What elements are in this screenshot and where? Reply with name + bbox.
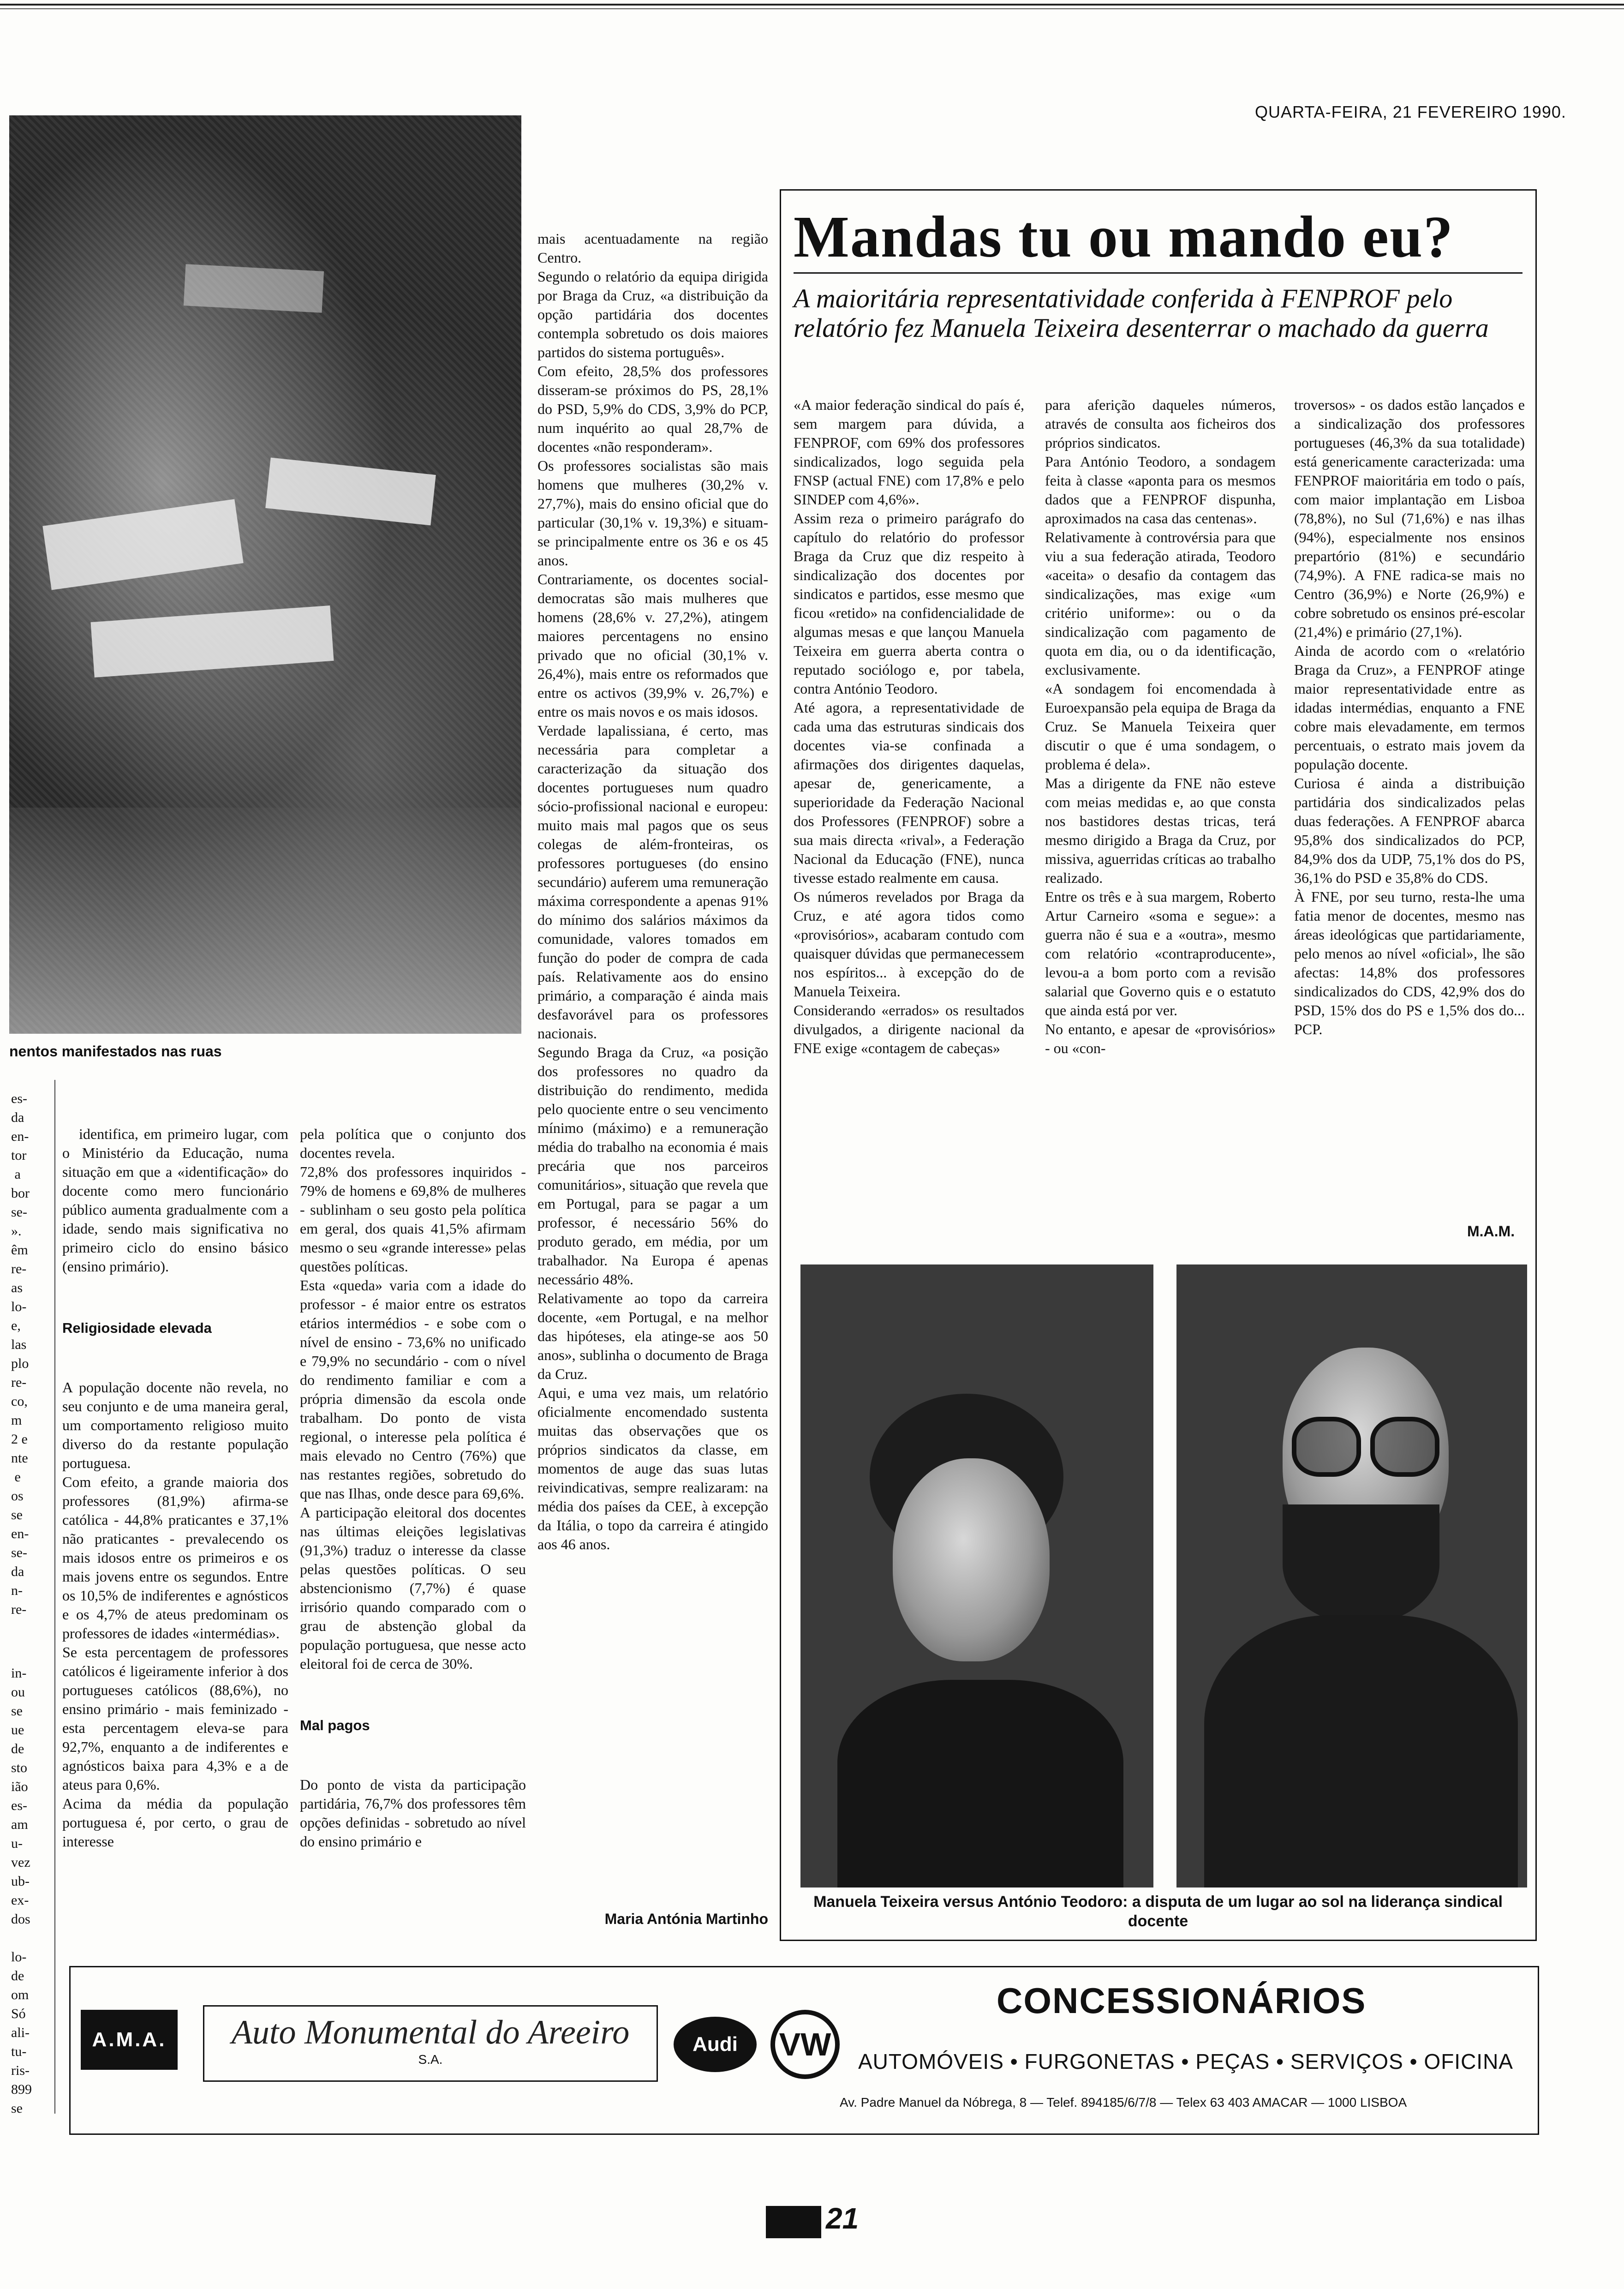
audi-logo: Audi	[674, 2017, 757, 2072]
top-rule-secondary	[0, 8, 1624, 9]
boxed-column-3	[1294, 358, 1525, 1058]
vw-logo: VW	[770, 2010, 840, 2079]
dealer-name: Auto Monumental do Areeiro	[231, 2013, 630, 2051]
boxed-col1-text: «A maior federação sindical do país é, sem margem para dúvida, a FENPROF, com 69% dos professores sindicalizados, logo seguida pela FNSP (actual FNE) com 17,8% e pelo SINDEP com 4,6%». Assim reza o primeiro parágrafo do capítulo do relatório do professor Braga da Cruz que diz respeito à sindicalização dos docentes por sindicatos e partidos, esse mesmo que ficou «retido» na confidencialidade de algumas mesas e que lançou Manuela Teixeira em guerra aberta contra o reputado sociólogo e, por tabela, contra António Teodoro. Até agora, a representatividade de cada uma das estruturas sindicais dos docentes via-se confinada a afirmações dos dirigentes daquelas, apesar de, genericamente, a superioridade da Federação Nacional dos Professores (FENPROF) sobre a sua mais directa «rival», a Federação Nacional da Educação (FNE), nunca tivesse estado realmente em causa. Os números revelados por Braga da Cruz, e até agora tidos como «provisórios», acabaram contudo com quaisquer dúvidas que permanecessem nos espíritos... à excepção do de Manuela Teixeira. Considerando «errados» os resultados divulgados, a dirigente nacional da FNE exige «contagem de cabeças»	[794, 396, 1024, 1056]
boxed-article-signoff: M.A.M.	[1467, 1223, 1515, 1240]
ad-services: AUTOMÓVEIS • FURGONETAS • PEÇAS • SERVIÇOS • OFICINA	[858, 2049, 1513, 2073]
boxed-column-1	[794, 358, 1024, 1077]
clipped-edge-column-upper: es- da en- tor a bor se- ». êm re- as lo- e, las plo re- co, m 2 e nte e os se en- se- da n- re-	[11, 1091, 30, 1617]
protest-photo-caption: nentos manifestados nas ruas	[9, 1043, 222, 1060]
page-number-marker	[766, 2206, 821, 2238]
article-col2-text: pela política que o conjunto dos docentes revela. 72,8% dos professores inquiridos - 79% de homens e 69,8% de mulheres - sublinham o seu gosto pela política em geral, dos quais 41,5% afirmam mesmo o seu «grande interesse» pelas questões políticas. Esta «queda» varia com a idade do professor - é maior entre os estratos etários intermédios - e sobe com o nível de ensino - 73,6% no unificado e 79,9% no secundário - com o nível do rendimento familiar e com a própria dimensão da escola onde trabalham. Do ponto de vista regional, o interesse pela política é mais elevado no Centro (76%) que nas restantes regiões, sobretudo do que nas Ilhas, onde desce para 69,6%. A participação eleitoral dos docentes nas últimas eleições legislativas (91,3%) traduz o interesse da classe pelas questões políticas. O seu abstencionismo (7,7%) é quase irrisório quando comparado com o grau de abstenção global da população portuguesa, que nesse acto eleitoral foi de cerca de 30%.	[300, 1126, 526, 1672]
article-col2-text-b: Do ponto de vista da participação partidária, 76,7% dos professores têm opções definidas - sobretudo ao nível do ensino primário e	[300, 1776, 530, 1850]
top-rule	[0, 4, 1624, 6]
portrait-manuela-teixeira	[800, 1264, 1153, 1888]
portrait-antonio-teodoro	[1176, 1264, 1527, 1888]
article-col1-text-a: identifica, em primeiro lugar, com o Ministério da Educação, numa situação em que a «identificação» do docente como mero funcionário público aumenta gradualmente com a idade, sendo mais significativa no primeiro ciclo do ensino básico (ensino primário).	[62, 1126, 292, 1275]
article-column-1	[62, 1087, 292, 1870]
dealer-name-plate	[203, 2005, 658, 2082]
page-number: 21	[826, 2202, 859, 2235]
subheading-religiosidade: Religiosidade elevada	[62, 1320, 212, 1336]
article-column-3	[537, 192, 768, 1573]
article-byline: Maria Antónia Martinho	[604, 1911, 768, 1927]
dealer-suffix: S.A.	[418, 2052, 443, 2067]
ad-address: Av. Padre Manuel da Nóbrega, 8 — Telef. 894185/6/7/8 — Telex 63 403 AMACAR — 1000 LISBOA	[840, 2095, 1407, 2109]
protest-photo	[9, 115, 521, 1034]
subheading-mal-pagos: Mal pagos	[300, 1717, 370, 1733]
column-rule	[54, 1080, 55, 2114]
title-rule	[794, 272, 1522, 274]
article-column-2	[300, 1087, 530, 1870]
issue-date: QUARTA-FEIRA, 21 FEVEREIRO 1990.	[1255, 102, 1566, 121]
article-col3-text: mais acentuadamente na região Centro. Segundo o relatório da equipa dirigida por Braga da Cruz, «a distribuição da opção partidária dos docentes contempla sobretudo os dois maiores partidos do sistema português». Com efeito, 28,5% dos professores disseram-se próximos do PS, 28,1% do PSD, 5,9% do CDS, 3,9% do PCP, num inquérito ao qual 28,7% de docentes «não responderam». Os professores socialistas são mais homens que mulheres (30,2% v. 27,7%), mais do ensino oficial que do particular (30,1% v. 19,3%) e situam-se principalmente entre os 36 e os 45 anos. Contrariamente, os docentes social-democratas são mais mulheres que homens (28,6% v. 27,2%), atingem maiores percentagens no ensino privado que no oficial (30,1% v. 26,4%), mais entre os reformados que entre os activos (39,9% v. 26,7%) e entre os mais novos e os mais idosos. Verdade lapalissiana, é certo, mas necessária para completar a caracterização da situação dos docentes portugueses num quadro sócio-profissional nacional e europeu: muito mais mal pagos que os seus colegas de além-fronteiras, os professores portugueses (do ensino secundário) auferem uma remuneração máxima correspondente a apenas 91% do mínimo dos salários máximos da comunidade, valores tomados em função do poder de compra de cada país. Relativamente aos do ensino primário, a comparação é ainda mais desfavorável para os professores nacionais. Segundo Braga da Cruz, «a posição dos professores no quadro da distribuição do rendimento, medida pelo quociente entre o seu vencimento mínimo (máximo) e a remuneração média do trabalho na economia é mais precária que nos parceiros comunitários», situação que revela que em Portugal, para se pagar a um professor, é necessário 56% do produto gerado, em média, por um trabalhador. Na Europa é apenas necessário 48%. Relativamente ao topo da carreira docente, «em Portugal, e na melhor das hipóteses, ela atinge-se aos 50 anos», sublinha o documento de Braga da Cruz. Aqui, e uma vez mais, um relatório oficialmente encomendado sustenta muitas das observações que os próprios sindicatos da classe, em momentos de auge das suas lutas reivindicativas, sempre realizaram: na média dos países da CEE, à excepção da Itália, o topo da carreira é atingido aos 46 anos.	[537, 230, 768, 1552]
ama-logo: A.M.A.	[81, 2010, 178, 2070]
boxed-col2-text: para aferição daqueles números, através de consulta aos ficheiros dos próprios sindicatos. Para António Teodoro, a sondagem feita à classe «aponta para os mesmos dados que a FENPROF dispunha, aproximados na casa das centenas». Relativamente à controvérsia para que viu a sua federação atirada, Teodoro «aceita» o desafio da contagem das sindicalizações, mas exige «um critério uniforme»: ou o da sindicalização com pagamento de quota em dia, ou o da identificação, exclusivamente. «A sondagem foi encomendada à Euroexpansão pela equipa de Braga da Cruz. Se Manuela Teixeira quer discutir o que é uma sondagem, o problema é dela». Mas a dirigente da FNE não esteve com meias medidas e, ao que consta nos bastidores destas tricas, terá mesmo dirigido a Braga da Cruz, por missiva, aguerridas críticas ao trabalho realizado. Entre os três e à sua margem, Roberto Artur Carneiro «soma e segue»: a guerra não é sua e a «outra», mesmo com relatório «contraproducente», levou-a a bom porto com a revisão salarial que Governo quis e o estatuto que ainda está por ver. No entanto, e apesar de «provisórios» - ou «con-	[1045, 396, 1276, 1056]
boxed-col3-text: troversos» - os dados estão lançados e a sindicalização dos professores portugueses (46,3% da sua totalidade) está genericamente caracterizada: uma FENPROF maioritária em todo o país, com maior implantação em Lisboa (78,8%), no Sul (71,6%) e nas ilhas (94%), especialmente nos ensinos prepartório (81%) e secundário (74,9%). A FNE radica-se mais no Centro (36,9%) e Norte (26,9%) e cobre sobretudo os ensinos pré-escolar (21,4%) e primário (27,1%). Ainda de acordo com o «relatório Braga da Cruz», a FENPROF atinge maior representatividade entre as idadas intermédias, enquanto a FNE cobre mais elevadamente, em termos percentuais, o estrato mais jovem da população docente. Curiosa é ainda a distribuição partidária dos sindicalizados pelas duas federações. A FENPROF abarca 95,8% dos sindicalizados do PCP, 84,9% dos da UDP, 75,1% dos do PS, 36,1% do PSD e 35,8% do CDS. À FNE, por seu turno, resta-lhe uma fatia menor de docentes, mesmo nas áreas ideológicas que partidariamente, pelo menos ao nível «oficial», lhe são afectas: 14,8% dos professores sindicalizados do CDS, 42,9% dos do PSD, 15% dos do PS e 1,5% dos do... PCP.	[1294, 396, 1525, 1037]
ad-heading: CONCESSIONÁRIOS	[997, 1980, 1367, 2021]
boxed-column-2	[1045, 358, 1276, 1077]
clipped-edge-column-lower: in- ou se ue de sto ião es- am u- vez ub- ex- dos lo- de om Só ali- tu- ris- 899 se	[11, 1666, 32, 2116]
boxed-article-lead: A maioritária representatividade conferida à FENPROF pelo relatório fez Manuela Teixeira desenterrar o machado da guerra	[794, 283, 1489, 343]
boxed-article-title: Mandas tu ou mando eu?	[794, 204, 1454, 270]
article-col1-text-b: A população docente não revela, no seu conjunto e de uma maneira geral, um comportamento religioso muito diverso do da restante população portuguesa. Com efeito, a grande maioria dos professores (81,9%) afirma-se católica - 44,8% praticantes e 37,1% não praticantes - prevalecendo os mais idosos entre os primeiros e os mais jovens entre os segundos. Entre os 10,5% de indiferentes e agnósticos e os 4,7% de ateus predominam os professores de idades «intermédias». Se esta percentagem de professores católicos é ligeiramente inferior à dos portugueses católicos (88,6%), no ensino primário - mais feminizado - esta percentagem eleva-se para 92,7%, enquanto a de indiferentes e agnósticos baixa para 4,3% e a de ateus para 0,6%. Acima da média da população portuguesa é, por certo, o grau de interesse	[62, 1379, 288, 1850]
portraits-caption: Manuela Teixeira versus António Teodoro: a disputa de um lugar ao sol na liderança sindical docente	[813, 1893, 1503, 1930]
